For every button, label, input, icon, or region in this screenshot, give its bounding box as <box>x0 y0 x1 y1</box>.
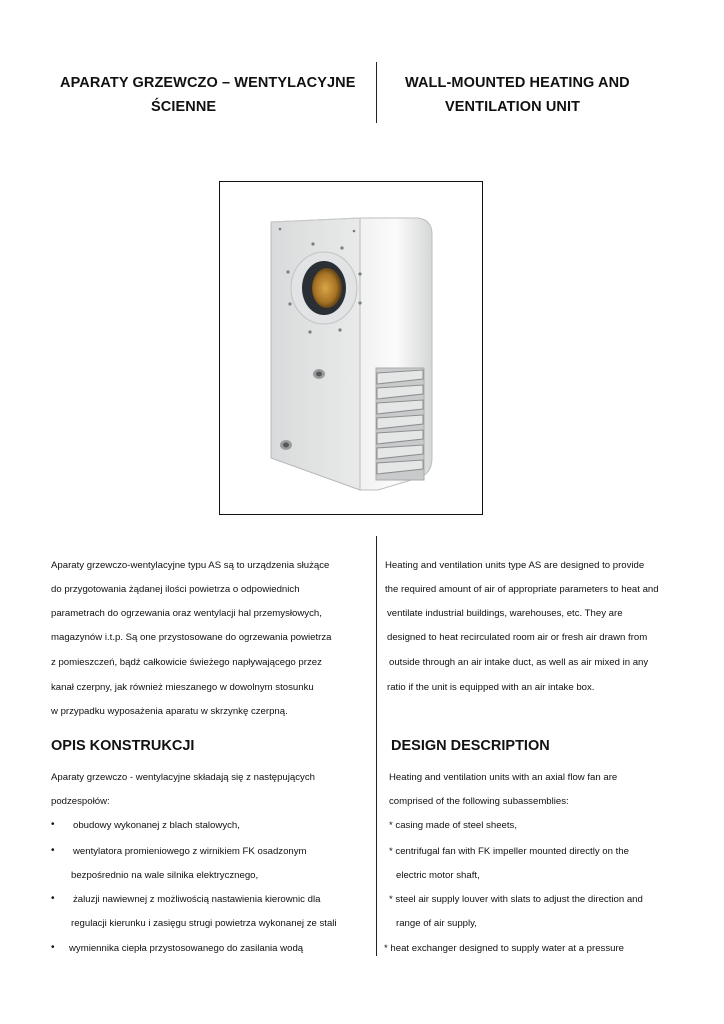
intro-pl-line: magazynów i.t.p. Są one przystosowane do ogrzewania powietrza <box>51 632 332 643</box>
intro-pl-line: Aparaty grzewczo-wentylacyjne typu AS są to urządzenia służące <box>51 560 330 571</box>
design-pl-item: wentylatora promieniowego z wirnikiem FK osadzonym <box>73 846 307 857</box>
product-photo <box>220 182 482 514</box>
intro-pl-line: parametrach do ogrzewania oraz wentylacji hal przemysłowych, <box>51 608 322 619</box>
intro-pl-line: kanał czerpny, jak również mieszanego w dowolnym stosunku <box>51 682 314 693</box>
intro-en-line: designed to heat recirculated room air or fresh air drawn from <box>387 632 648 643</box>
product-photo-frame <box>219 181 483 515</box>
title-pl-line-2: ŚCIENNE <box>151 99 217 115</box>
design-pl-item-cont: bezpośrednio na wale silnika elektrycznego, <box>71 870 259 881</box>
intro-pl-line: z pomieszczeń, bądź całkowicie świeżego napływającego przez <box>51 657 322 668</box>
column-divider <box>376 536 377 956</box>
title-en-line-2: VENTILATION UNIT <box>445 99 581 115</box>
design-pl-item: żaluzji nawiewnej z możliwością nastawienia kierownic dla <box>73 894 321 905</box>
intro-en-line: the required amount of air of appropriate parameters to heat and <box>385 584 659 595</box>
design-en-item: * steel air supply louver with slats to adjust the direction and <box>389 894 643 905</box>
design-pl-item: wymiennika ciepła przystosowanego do zasilania wodą <box>69 943 304 954</box>
design-en-item: * casing made of steel sheets, <box>389 820 517 831</box>
header-divider <box>376 62 377 123</box>
design-pl-intro: Aparaty grzewczo - wentylacyjne składają się z następujących <box>51 772 315 783</box>
design-en-item-cont: electric motor shaft, <box>396 870 480 881</box>
bullet-icon: • <box>51 819 55 830</box>
design-en-item: * heat exchanger designed to supply water at a pressure <box>384 943 624 954</box>
design-heading-en: DESIGN DESCRIPTION <box>391 738 550 754</box>
design-en-intro: comprised of the following subassemblies: <box>389 796 569 807</box>
intro-en-line: ratio if the unit is equipped with an air intake box. <box>387 682 595 693</box>
bullet-icon: • <box>51 893 55 904</box>
design-pl-intro: podzespołów: <box>51 796 110 807</box>
bullet-icon: • <box>51 942 55 953</box>
intro-en-line: ventilate industrial buildings, warehouses, etc. They are <box>387 608 623 619</box>
design-en-intro: Heating and ventilation units with an axial flow fan are <box>389 772 618 783</box>
intro-pl-line: do przygotowania żądanej ilości powietrza o odpowiednich <box>51 584 300 595</box>
intro-en-line: outside through an air intake duct, as well as air mixed in any <box>389 657 649 668</box>
intro-en-line: Heating and ventilation units type AS are designed to provide <box>385 560 645 571</box>
design-pl-item-cont: regulacji kierunku i zasięgu strugi powietrza wykonanej ze stali <box>71 918 337 929</box>
title-pl-line-1: APARATY GRZEWCZO – WENTYLACYJNE <box>60 75 356 91</box>
bullet-icon: • <box>51 845 55 856</box>
design-heading-pl: OPIS KONSTRUKCJI <box>51 738 195 754</box>
design-en-item: * centrifugal fan with FK impeller mounted directly on the <box>389 846 629 857</box>
intro-pl-line: w przypadku wyposażenia aparatu w skrzynkę czerpną. <box>51 706 288 717</box>
design-pl-item: obudowy wykonanej z blach stalowych, <box>73 820 240 831</box>
title-en-line-1: WALL-MOUNTED HEATING AND <box>405 75 630 91</box>
design-en-item-cont: range of air supply, <box>396 918 477 929</box>
